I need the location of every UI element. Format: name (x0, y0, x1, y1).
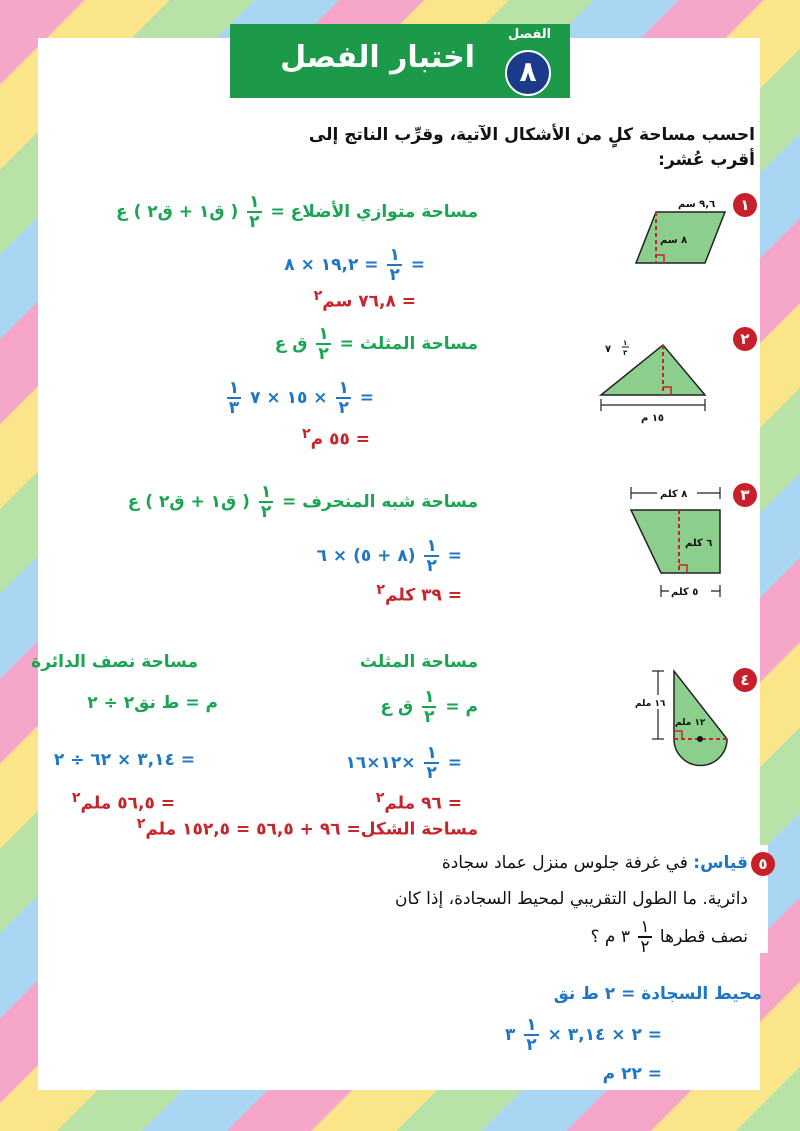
q3-fraction-half: $\frac{١}{٢}$ (260, 482, 272, 522)
trapezoid-height-label: ٦ كلم (685, 538, 713, 549)
question-number-1: ١ (733, 193, 757, 217)
q4-triangle-formula: م = $\frac{١}{٢}$ ق ع (380, 687, 478, 727)
q5-line3: نصف قطرها $\frac{١}{٢}$ ٣ م ؟ (590, 917, 748, 957)
q3-step1: = $\frac{١}{٢}$ (٨ + ٥) × ٦ (316, 536, 462, 576)
figure4-height-label: ١٦ ملم (635, 699, 666, 709)
trapezoid-base-label: ٥ كلم (671, 587, 699, 598)
question-number-5: ٥ (751, 852, 775, 876)
q4-semicircle-result: = ٥٦,٥ ملم$^٢$ (71, 790, 175, 814)
q5-fraction-half: $\frac{١}{٢}$ (640, 917, 650, 957)
q5-step1: = ٢ × ٣,١٤ × $\frac{١}{٢}$ ٣ (504, 1015, 662, 1055)
q2-step1: = $\frac{١}{٢}$ × ١٥ × ٧ $\frac{١}{٣}$ (228, 378, 374, 418)
q5-line1-text: في غرفة جلوس منزل عماد سجادة (441, 853, 688, 873)
q4-step-fraction: $\frac{١}{٢}$ (426, 743, 437, 783)
trapezoid-figure (625, 483, 725, 605)
q1-step1: = $\frac{١}{٢}$ = ١٩,٢ × ٨ (284, 245, 425, 285)
q5-keyword: قياس: (693, 853, 748, 873)
q3-step-fraction: $\frac{١}{٢}$ (426, 536, 437, 576)
q5-step-fraction: $\frac{١}{٢}$ (526, 1015, 537, 1055)
q2-step-fraction: $\frac{١}{٢}$ (338, 378, 349, 418)
q3-formula-label: مساحة شبه المنحرف = (282, 492, 478, 512)
q3-step1-values: (٨ + ٥) × ٦ (316, 546, 416, 566)
q5-line2: دائرية. ما الطول التقريبي لمحيط السجادة، إذا كان (395, 889, 748, 909)
q1-formula-label: مساحة متوازي الأضلاع = (270, 202, 478, 222)
svg-text:١: ١ (623, 339, 628, 347)
q5-result: = ٢٢ م (602, 1064, 662, 1084)
q5-line1 (442, 853, 748, 873)
triangle-semicircle-figure (632, 665, 732, 770)
q3-result: = ٣٩ كلم$^٢$ (376, 582, 462, 606)
q1-fraction-half: $\frac{١}{٢}$ (249, 192, 260, 232)
q1-step1-values: = ١٩,٢ × ٨ (284, 255, 379, 275)
instructions-line1: احسب مساحة كلٍ من الأشكال الآتية، وقرِّب الناتج إلى (308, 125, 755, 145)
q3-formula (128, 483, 478, 521)
q4-semicircle-step: = ٣,١٤ × ٦٢ ÷ ٢ (53, 750, 195, 770)
q2-formula-terms: ق ع (274, 334, 308, 354)
q4-triangle-title: مساحة المثلث (359, 652, 478, 672)
q1-formula-terms: ( ق١ + ق٢ ) ع (116, 202, 239, 222)
parallelogram-height-label: ٨ سم (660, 235, 688, 246)
q4-triangle-step: = $\frac{١}{٢}$ ×١٢×١٦ (345, 743, 462, 783)
q2-formula (275, 325, 478, 363)
parallelogram-top-label: ٩,٦ سم (678, 199, 716, 210)
q2-mixed-fraction: $\frac{١}{٣}$ (228, 378, 240, 418)
chapter-header (230, 24, 570, 98)
q4-semicircle-title: مساحة نصف الدائرة (31, 652, 198, 672)
q1-step-fraction: $\frac{١}{٢}$ (389, 245, 400, 285)
q1-result: = ٧٦,٨ سم$^٢$ (313, 288, 416, 312)
q2-fraction-half: $\frac{١}{٢}$ (318, 324, 329, 364)
q4-fraction-half: $\frac{١}{٢}$ (424, 687, 435, 727)
q2-result: = ٥٥ م$^٢$ (302, 426, 370, 450)
q2-step1-values: × ١٥ × ٧ (250, 388, 328, 408)
svg-text:٣: ٣ (623, 349, 628, 357)
q4-semicircle-formula: م = ط نق٢ ÷ ٢ (87, 693, 218, 713)
chapter-number-badge: ٨ (505, 50, 551, 96)
q5-answer-title: محيط السجادة = ٢ ط نق (553, 984, 762, 1004)
q2-formula-label: مساحة المثلث = (339, 334, 478, 354)
question-number-3: ٣ (733, 483, 757, 507)
trapezoid-top-label: ٨ كلم (660, 489, 688, 500)
figure4-base-label: ١٢ ملم (675, 718, 706, 728)
question-number-4: ٤ (733, 668, 757, 692)
triangle-figure (593, 335, 723, 425)
q1-formula (116, 193, 478, 231)
q4-total-area: مساحة الشكل= ٩٦ + ٥٦,٥ = ١٥٢,٥ ملم$^٢$ (136, 816, 478, 840)
question-number-2: ٢ (733, 327, 757, 351)
parallelogram-figure (630, 195, 730, 270)
triangle-base-label: ١٥ م (641, 413, 665, 424)
chapter-label: الفصل (508, 27, 552, 42)
triangle-height-label: ٧ (605, 344, 612, 355)
q3-formula-terms: ( ق١ + ق٢ ) ع (127, 492, 250, 512)
instructions-line2: أقرب عُشر: (658, 150, 755, 170)
q4-triangle-result: = ٩٦ ملم$^٢$ (375, 790, 462, 814)
chapter-title: اختبار الفصل (280, 40, 475, 75)
